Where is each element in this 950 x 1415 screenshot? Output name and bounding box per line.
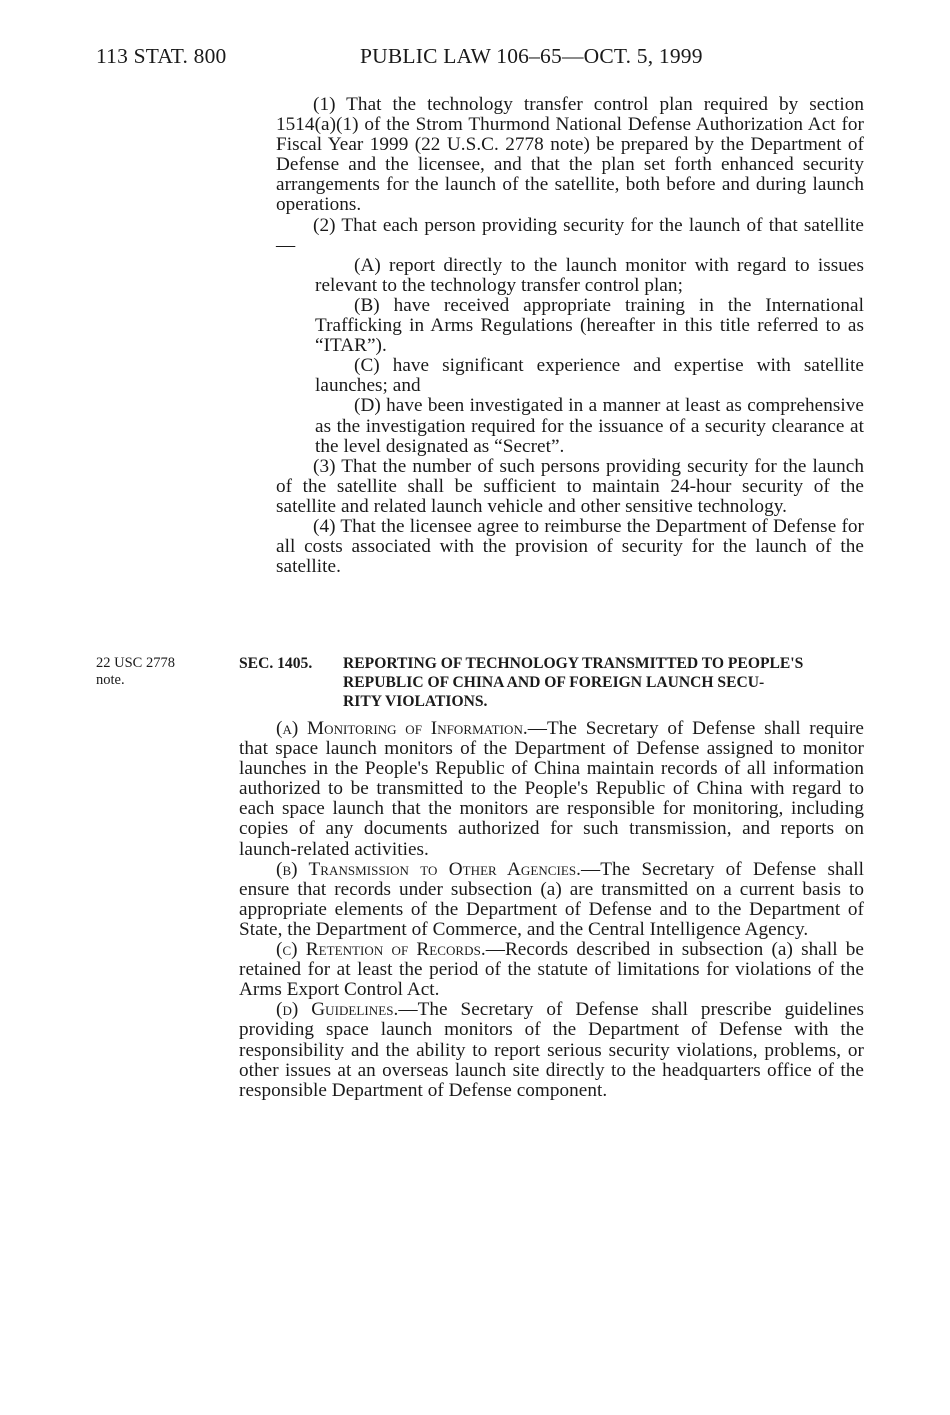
subsection-a-heading: (a) Monitoring of Information. <box>276 718 528 739</box>
margin-note-citation: 22 USC 2778 <box>96 655 175 671</box>
subsection-d <box>239 1000 864 1100</box>
subparagraph-d: (D) have been investigated in a manner at least as comprehensive as the investigation required for the issuance of a security clearance at the level designated as “Secret”. <box>315 395 864 457</box>
margin-note <box>96 655 175 689</box>
subsection-a <box>239 719 864 860</box>
subsection-b-heading: (b) Transmission to Other Agencies. <box>276 858 581 880</box>
section-title-line-3: RITY VIOLATIONS. <box>343 693 488 711</box>
page-stat-number: 113 STAT. 800 <box>96 44 227 68</box>
subparagraph-list <box>276 256 864 457</box>
subparagraph-b: (B) have received appropriate training in the International Trafficking in Arms Regulations (hereafter in this title referred to as “ITAR”). <box>315 294 864 357</box>
subsection-c-heading: (c) Retention of Records. <box>276 939 486 961</box>
subsection-d-text: —The Secretary of Defense shall prescribe guidelines providing space launch monitors of the Department of Defense with the responsibility and the ability to report serious security violations, problems, or other issues at an overseas launch site directly to the headquarters office of the responsible Department of Defense component. <box>239 999 864 1101</box>
section-title-line-2: REPUBLIC OF CHINA AND OF FOREIGN LAUNCH SECU- <box>343 674 765 692</box>
subsection-d-heading: (d) Guidelines. <box>276 999 399 1021</box>
paragraph-3: (3) That the number of such persons providing security for the launch of the satellite shall be sufficient to maintain 24-hour security of the satellite and related launch vehicle and other sensitive technology. <box>276 455 864 517</box>
subparagraph-a: (A) report directly to the launch monitor with regard to issues relevant to the technology transfer control plan; <box>315 254 864 296</box>
subsection-b <box>239 860 864 940</box>
subsection-c-text: —Records described in subsection (a) shall be retained for at least the period of the statute of limitations for violations of the Arms Export Control Act. <box>239 939 864 1001</box>
paragraph-4: (4) That the licensee agree to reimburse the Department of Defense for all costs associated with the provision of security for the launch of the satellite. <box>276 515 864 578</box>
section-number: SEC. 1405. <box>239 655 313 672</box>
section-heading <box>239 654 864 712</box>
section-1405-body <box>239 719 864 1101</box>
paragraph-1: (1) That the technology transfer control plan required by section 1514(a)(1) of the Strom Thurmond National Defense Authorization Act for Fiscal Year 1999 (22 U.S.C. 2778 note) be prepared by the Department of Defense and the licensee, and that the plan set forth enhanced security arrangements for the launch of the satellite, both before and during launch operations. <box>276 94 864 216</box>
section-1404-continued <box>276 95 864 577</box>
paragraph-2: (2) That each person providing security for the launch of that satellite— <box>276 214 864 256</box>
page-running-header: PUBLIC LAW 106–65—OCT. 5, 1999 <box>360 44 703 68</box>
margin-note-label: note. <box>96 672 125 688</box>
subsection-a-text: —The Secretary of Defense shall require that space launch monitors of the Department of Defense assigned to monitor launches in the People's Republic of China maintain records of all information authorized to be transmitted to the People's Republic of China with regard to each space launch that the monitors are responsible for monitoring, including copies of any documents authorized for such transmission, and reports on launch-related activities. <box>239 718 864 860</box>
subsection-b-text: —The Secretary of Defense shall ensure that records under subsection (a) are transmitted on a current basis to appropriate elements of the Department of Defense and to the Department of State, the Department of Commerce, and the Central Intelligence Agency. <box>239 858 864 940</box>
section-title-line-1: REPORTING OF TECHNOLOGY TRANSMITTED TO PEOPLE'S <box>343 655 804 672</box>
subparagraph-c: (C) have significant experience and expertise with satellite launches; and <box>315 355 864 397</box>
subsection-c <box>239 940 864 1000</box>
